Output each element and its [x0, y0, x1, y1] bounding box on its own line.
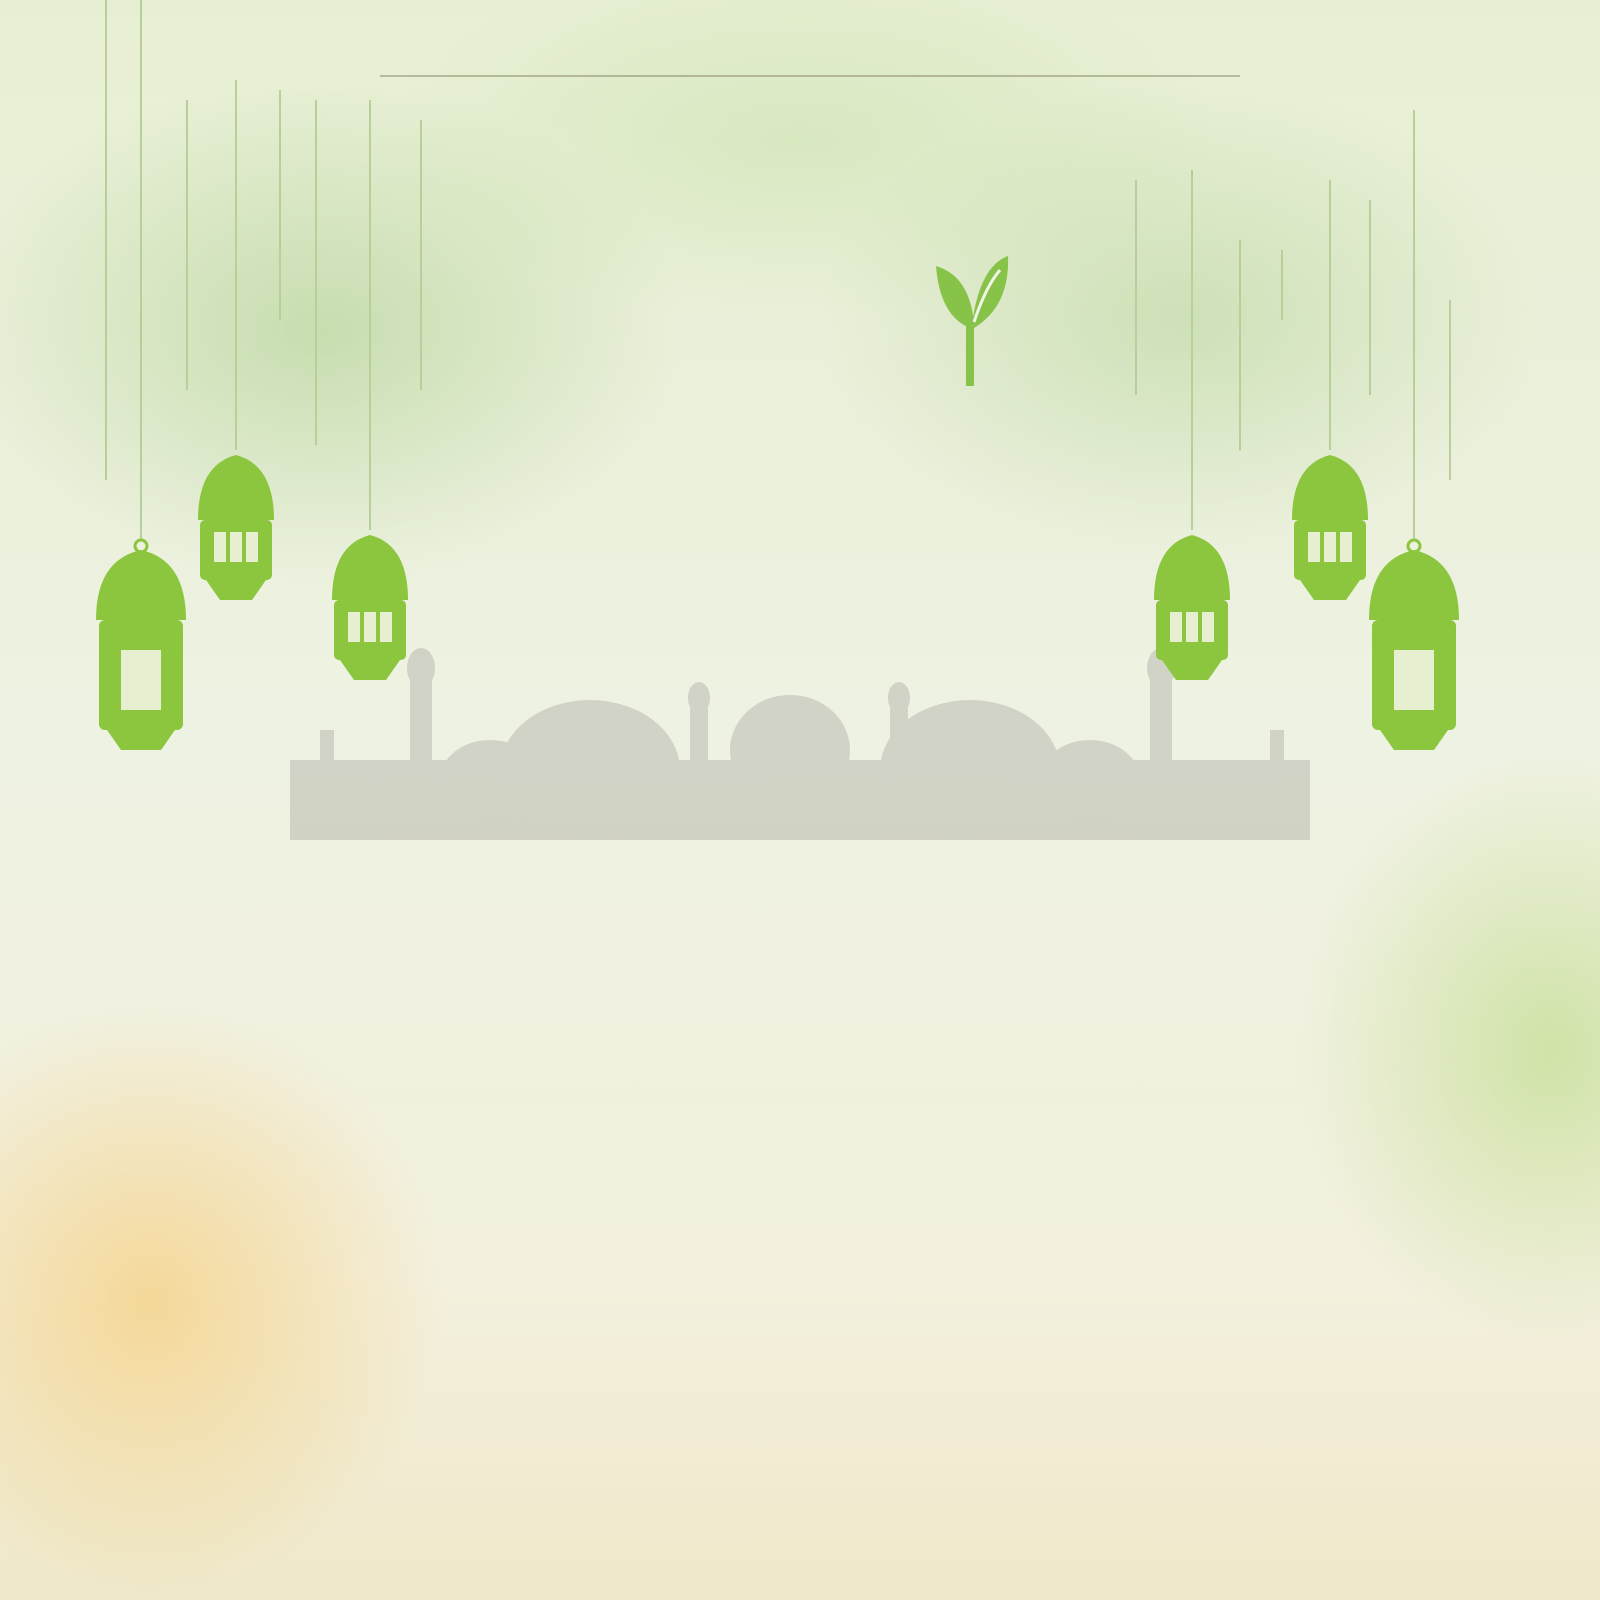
leaf-logo-icon	[930, 246, 1010, 386]
brand-logo	[550, 240, 1030, 400]
ornament-border-bottom-icon	[380, 1502, 1240, 1526]
eid-greeting-calligraphy	[440, 500, 1160, 760]
